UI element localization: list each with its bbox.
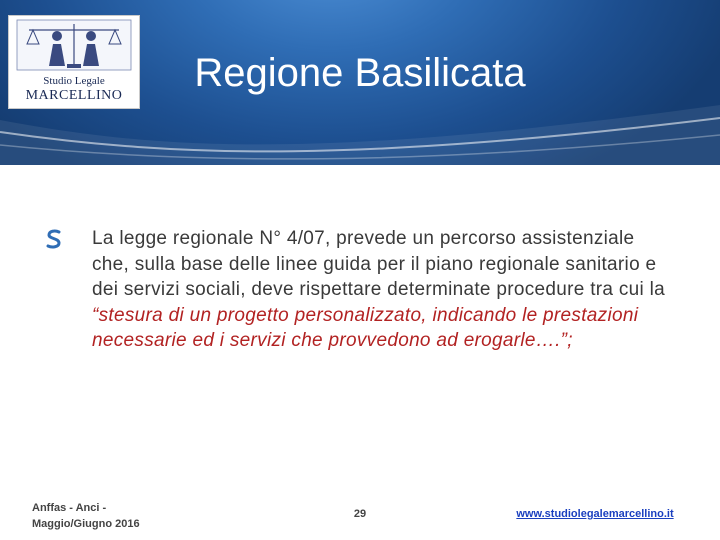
logo-line-name: MARCELLINO [25,88,123,103]
bullet-text [92,226,672,354]
footer-event-line2: Maggio/Giugno 2016 [32,518,140,530]
logo-line-studio: Studio Legale [43,75,105,87]
page-number: 29 [353,508,367,520]
slide-title: Regione Basilicata [194,51,526,95]
bullet-text-emphasis: “stesura di un progetto personalizzato, indicando le prestazioni necessarie ed i servizi che provvedono ad erogarle….”; [92,304,639,351]
studio-logo [8,15,140,109]
slide-header [0,0,720,165]
scales-of-justice-icon [9,16,139,76]
s-bullet-icon [46,229,62,249]
bullet-text-plain: La legge regionale N° 4/07, prevede un percorso assistenziale che, sulla base delle linee guida per il piano regionale sanitario e dei servizi sociali, deve rispettare determinate procedure tra cui la [92,228,666,300]
footer-event [32,500,172,532]
footer-event-line1: Anffas - Anci - [32,502,107,514]
website-link[interactable]: www.studiolegalemarcellino.it [516,508,674,520]
